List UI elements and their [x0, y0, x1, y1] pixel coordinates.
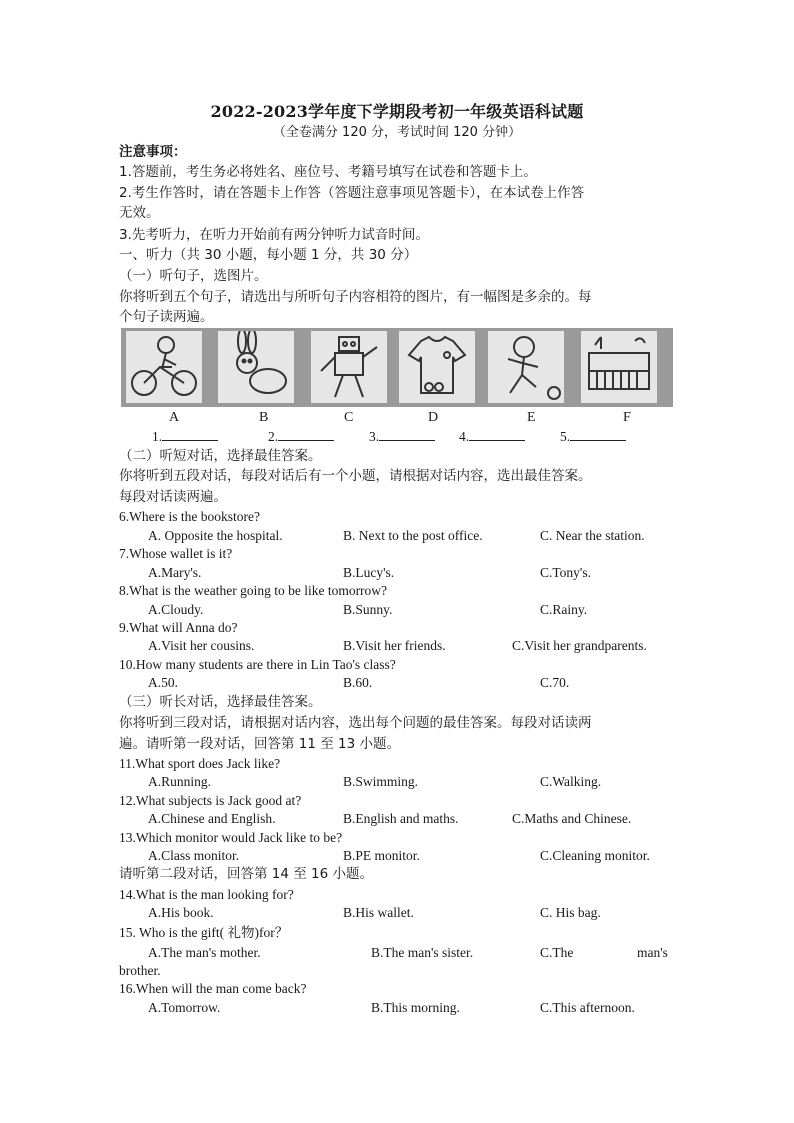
- question-14-option-a[interactable]: A.His book.: [148, 905, 214, 920]
- exam-subtitle: （全卷满分 120 分，考试时间 120 分钟）: [272, 125, 522, 140]
- part3-second-dialog-instruction: 请听第二段对话，回答第 14 至 16 小题。: [119, 866, 374, 882]
- question-10-option-b[interactable]: B.60.: [343, 675, 373, 690]
- question-16-option-b[interactable]: B.This morning.: [371, 1000, 460, 1015]
- question-7-option-b[interactable]: B.Lucy's.: [343, 565, 395, 580]
- question-8: 8.What is the weather going to be like tomorrow?: [119, 583, 388, 598]
- piano-icon: [581, 331, 657, 403]
- question-11-option-c[interactable]: C.Walking.: [540, 774, 602, 789]
- part3-heading: （三）听长对话，选择最佳答案。: [119, 694, 322, 710]
- question-14: 14.What is the man looking for?: [119, 887, 294, 902]
- question-16: 16.When will the man come back?: [119, 981, 307, 996]
- question-10-option-a[interactable]: A.50.: [148, 675, 178, 690]
- question-12: 12.What subjects is Jack good at?: [119, 793, 302, 808]
- part3-instruction: 你将听到三段对话，请根据对话内容，选出每个问题的最佳答案。每段对话读两: [119, 715, 592, 731]
- question-6-option-a[interactable]: A. Opposite the hospital.: [148, 528, 283, 543]
- question-8-option-b[interactable]: B.Sunny.: [343, 602, 393, 617]
- question-13: 13.Which monitor would Jack like to be?: [119, 830, 343, 845]
- question-11-option-a[interactable]: A.Running.: [148, 774, 212, 789]
- picture-strip: [121, 328, 673, 407]
- part1-instruction: 你将听到五个句子，请选出与所听句子内容相符的图片，有一幅图是多余的。每: [119, 289, 592, 305]
- robot-icon: [311, 331, 387, 403]
- part2-instruction-cont: 每段对话读两遍。: [119, 489, 227, 505]
- answer-blank-4[interactable]: 4.: [459, 428, 525, 445]
- question-12-option-a[interactable]: A.Chinese and English.: [148, 811, 276, 826]
- picture-label-b: B: [259, 410, 269, 425]
- notice-item-2: 2.考生作答时，请在答题卡上作答（答题注意事项见答题卡），在本试卷上作答: [119, 185, 585, 201]
- question-12-option-b[interactable]: B.English and maths.: [343, 811, 459, 826]
- question-8-option-a[interactable]: A.Cloudy.: [148, 602, 204, 617]
- part2-instruction: 你将听到五段对话，每段对话后有一个小题，请根据对话内容，选出最佳答案。: [119, 468, 592, 484]
- picture-label-d: D: [428, 410, 439, 425]
- boy-playing-football-icon: [488, 331, 564, 403]
- question-6-option-c[interactable]: C. Near the station.: [540, 528, 645, 543]
- question-15-option-a[interactable]: A.The man's mother.: [148, 945, 261, 960]
- question-14-option-b[interactable]: B.His wallet.: [343, 905, 414, 920]
- question-13-option-b[interactable]: B.PE monitor.: [343, 848, 420, 863]
- question-16-option-c[interactable]: C.This afternoon.: [540, 1000, 635, 1015]
- picture-label-a: A: [169, 410, 180, 425]
- boy-riding-bike-icon: [126, 331, 202, 403]
- question-13-option-c[interactable]: C.Cleaning monitor.: [540, 848, 650, 863]
- part1-instruction-cont: 个句子读两遍。: [119, 309, 214, 325]
- answer-blank-1[interactable]: 1.: [152, 428, 218, 445]
- question-7-option-a[interactable]: A.Mary's.: [148, 565, 202, 580]
- notice-item-1: 1.答题前，考生务必将姓名、座位号、考籍号填写在试卷和答题卡上。: [119, 164, 537, 180]
- question-11: 11.What sport does Jack like?: [119, 756, 281, 771]
- question-9-option-b[interactable]: B.Visit her friends.: [343, 638, 446, 653]
- question-9-option-a[interactable]: A.Visit her cousins.: [148, 638, 255, 653]
- question-10-option-c[interactable]: C.70.: [540, 675, 570, 690]
- picture-label-e: E: [527, 410, 536, 425]
- question-16-option-a[interactable]: A.Tomorrow.: [148, 1000, 221, 1015]
- question-12-option-c[interactable]: C.Maths and Chinese.: [512, 811, 632, 826]
- question-10: 10.How many students are there in Lin Tao's class?: [119, 657, 396, 672]
- question-15-option-c-wrap: brother.: [119, 963, 161, 978]
- part3-instruction-cont: 遍。请听第一段对话，回答第 11 至 13 小题。: [119, 736, 401, 752]
- question-7: 7.Whose wallet is it?: [119, 546, 233, 561]
- picture-label-c: C: [344, 410, 354, 425]
- part1-heading: （一）听句子，选图片。: [119, 268, 268, 284]
- notice-heading: 注意事项：: [119, 144, 187, 160]
- answer-blank-2[interactable]: 2.: [268, 428, 334, 445]
- notice-item-2-cont: 无效。: [119, 205, 160, 221]
- rabbit-icon: [218, 331, 294, 403]
- exam-title: 2022-2023学年度下学期段考初一年级英语科试题: [210, 102, 584, 121]
- question-14-option-c[interactable]: C. His bag.: [540, 905, 601, 920]
- question-8-option-c[interactable]: C.Rainy.: [540, 602, 588, 617]
- question-6: 6.Where is the bookstore?: [119, 509, 260, 524]
- answer-blank-3[interactable]: 3.: [369, 428, 435, 445]
- picture-label-f: F: [623, 410, 631, 425]
- section-listening-heading: 一、听力（共 30 小题，每小题 1 分，共 30 分）: [119, 247, 418, 263]
- question-15-option-c-cont: man's: [637, 945, 668, 960]
- question-15: 15. Who is the gift( 礼物)for？: [119, 925, 289, 940]
- question-9-option-c[interactable]: C.Visit her grandparents.: [512, 638, 647, 653]
- question-7-option-c[interactable]: C.Tony's.: [540, 565, 591, 580]
- t-shirt-icon: [399, 331, 475, 403]
- question-13-option-a[interactable]: A.Class monitor.: [148, 848, 240, 863]
- question-9: 9.What will Anna do?: [119, 620, 238, 635]
- question-11-option-b[interactable]: B.Swimming.: [343, 774, 419, 789]
- answer-blank-5[interactable]: 5.: [560, 428, 626, 445]
- question-6-option-b[interactable]: B. Next to the post office.: [343, 528, 483, 543]
- part2-heading: （二）听短对话，选择最佳答案。: [119, 448, 322, 464]
- question-15-option-c[interactable]: C.The: [540, 945, 574, 960]
- notice-item-3: 3.先考听力，在听力开始前有两分钟听力试音时间。: [119, 227, 429, 243]
- question-15-option-b[interactable]: B.The man's sister.: [371, 945, 474, 960]
